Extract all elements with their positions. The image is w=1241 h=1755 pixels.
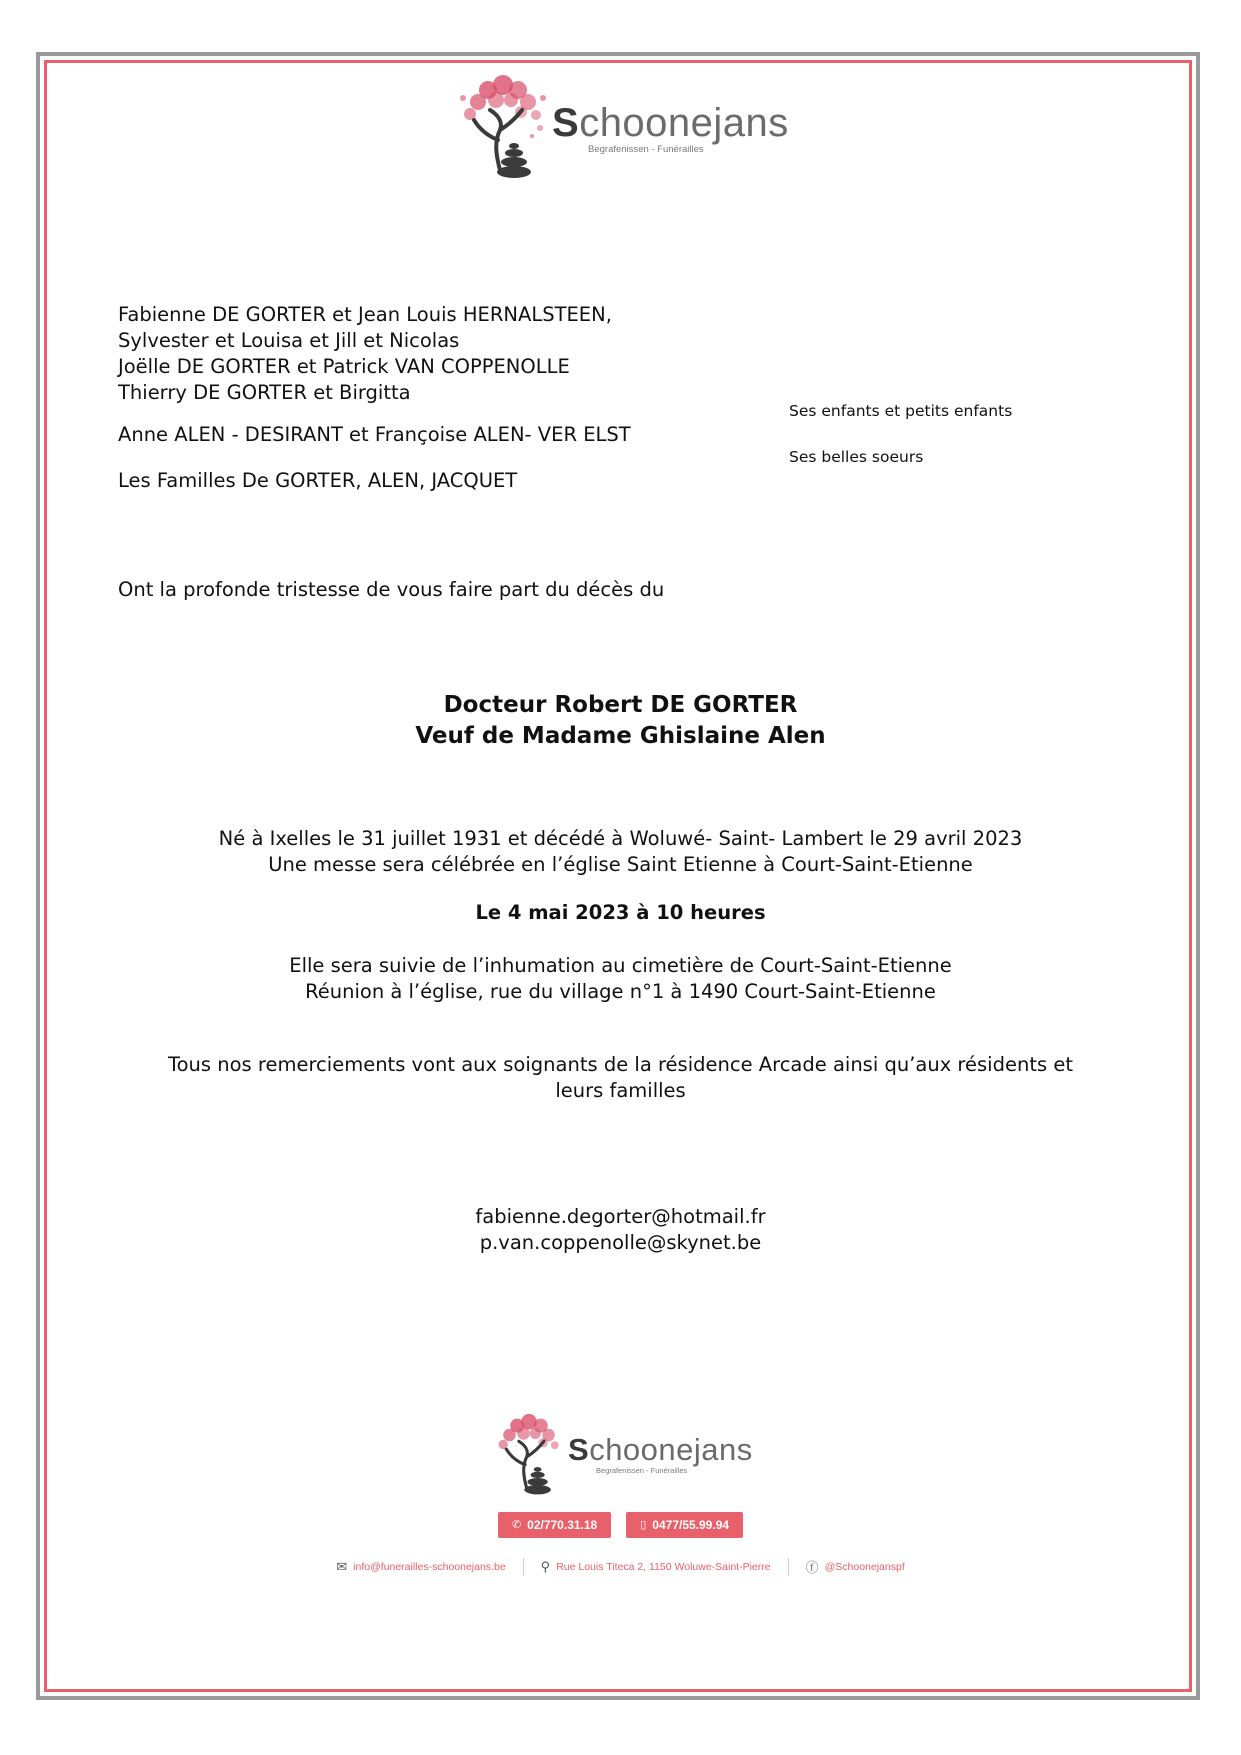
envelope-icon: ✉ bbox=[336, 1558, 348, 1574]
mobile-button[interactable] bbox=[626, 1512, 743, 1538]
life-details bbox=[118, 826, 1123, 878]
footer-address[interactable] bbox=[524, 1559, 788, 1575]
family-list bbox=[118, 302, 612, 406]
email-link[interactable]: fabienne.degorter@hotmail.fr bbox=[475, 1205, 766, 1228]
facebook-icon: ⓕ bbox=[805, 1560, 819, 1575]
mass-line: Une messe sera célébrée en l’église Saint Etienne à Court-Saint-Etienne bbox=[268, 853, 973, 876]
birth-death-line: Né à Ixelles le 31 juillet 1931 et décédé à Woluwé- Saint- Lambert le 29 avril 2023 bbox=[218, 827, 1023, 850]
footer-social-text: @Schoonejanspf bbox=[824, 1560, 905, 1573]
location-pin-icon: ⚲ bbox=[540, 1558, 551, 1574]
role-sisters-in-law-label: Ses belles soeurs bbox=[789, 448, 924, 466]
family-line: Fabienne DE GORTER et Jean Louis HERNALSTEEN, bbox=[118, 303, 612, 326]
contact-emails bbox=[118, 1204, 1123, 1256]
footer-contact-bar bbox=[0, 1557, 1241, 1576]
burial-details bbox=[118, 953, 1123, 1005]
mobile-icon: ▯ bbox=[640, 1519, 647, 1531]
family-line: Sylvester et Louisa et Jill et Nicolas bbox=[118, 329, 460, 352]
thanks-text bbox=[118, 1052, 1123, 1104]
brand-logo-bottom bbox=[486, 1410, 753, 1496]
meeting-line: Réunion à l’église, rue du village n°1 à 1490 Court-Saint-Etienne bbox=[305, 980, 936, 1003]
burial-line: Elle sera suivie de l’inhumation au cimetière de Court-Saint-Etienne bbox=[289, 954, 952, 977]
extended-families-line: Les Familles De GORTER, ALEN, JACQUET bbox=[118, 469, 518, 492]
footer-address-text: Rue Louis Titeca 2, 1150 Woluwe-Saint-Pierre bbox=[556, 1560, 771, 1573]
footer-social[interactable] bbox=[789, 1557, 922, 1576]
intro-text: Ont la profonde tristesse de vous faire part du décès du bbox=[118, 578, 665, 601]
brand-subtitle: Begrafenissen - Funérailles bbox=[596, 1465, 688, 1475]
thanks-line: leurs familles bbox=[555, 1079, 686, 1102]
brand-name: Schoonejans bbox=[568, 1431, 753, 1467]
phone-icon: ✆ bbox=[511, 1519, 522, 1531]
footer-email[interactable] bbox=[319, 1559, 522, 1575]
ceremony-datetime: Le 4 mai 2023 à 10 heures bbox=[475, 901, 766, 924]
deceased-heading bbox=[118, 690, 1123, 752]
tree-logo-icon bbox=[448, 70, 558, 180]
phone-buttons bbox=[0, 1512, 1241, 1538]
sisters-in-law-line: Anne ALEN - DESIRANT et Françoise ALEN- VER ELST bbox=[118, 423, 631, 446]
deceased-name: Docteur Robert DE GORTER bbox=[443, 692, 798, 718]
email-link[interactable]: p.van.coppenolle@skynet.be bbox=[479, 1231, 762, 1254]
mobile-number: 0477/55.99.94 bbox=[652, 1518, 730, 1532]
deceased-spouse: Veuf de Madame Ghislaine Alen bbox=[415, 723, 826, 749]
tree-logo-icon bbox=[486, 1410, 572, 1496]
phone-button[interactable] bbox=[498, 1512, 611, 1538]
thanks-line: Tous nos remerciements vont aux soignants de la résidence Arcade ainsi qu’aux résidents et bbox=[168, 1053, 1073, 1076]
footer-email-text: info@funerailles-schoonejans.be bbox=[353, 1560, 506, 1573]
brand-subtitle: Begrafenissen - Funérailles bbox=[588, 143, 704, 155]
brand-logo-top bbox=[448, 70, 789, 180]
brand-name: Schoonejans bbox=[552, 100, 789, 145]
family-line: Thierry DE GORTER et Birgitta bbox=[118, 381, 411, 404]
family-line: Joëlle DE GORTER et Patrick VAN COPPENOLLE bbox=[118, 355, 570, 378]
phone-number: 02/770.31.18 bbox=[527, 1518, 598, 1532]
role-children-label: Ses enfants et petits enfants bbox=[789, 402, 1013, 420]
